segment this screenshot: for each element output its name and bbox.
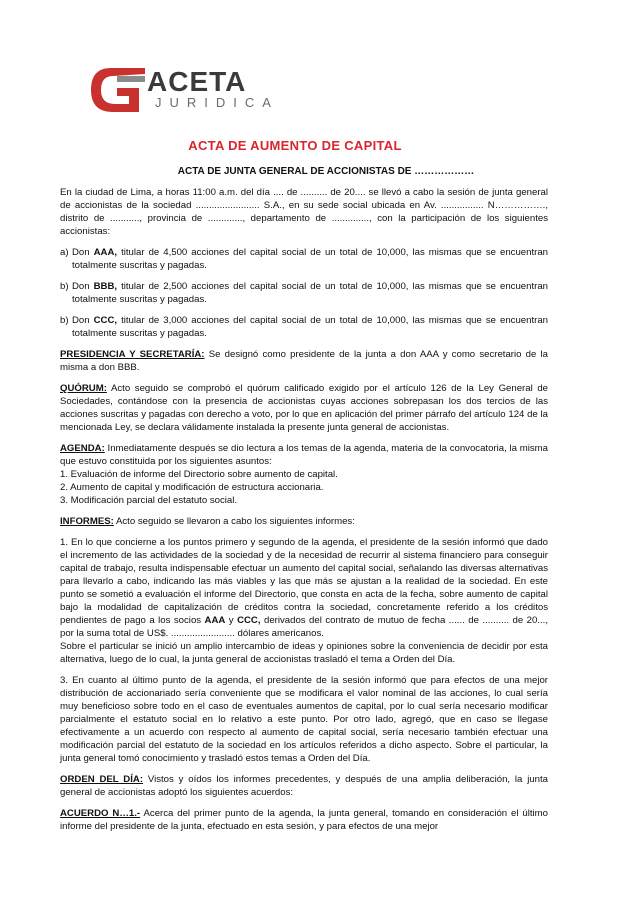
agenda-paragraph: AGENDA: Inmediatamente después se dio lectura a los temas de la agenda, materia de la convocatoria, la misma que estuvo constituida por los siguientes asuntos: — [60, 443, 548, 467]
section-label: ORDEN DEL DÍA: — [60, 774, 144, 785]
shareholder-name: BBB, — [93, 281, 118, 292]
shareholder-item: a) Don AAA, titular de 4,500 acciones del capital social de un total de 10,000, las mismas que se encuentran totalmente suscritas y pagadas. — [60, 247, 548, 271]
shareholder-item: b) Don CCC, titular de 3,000 acciones del capital social de un total de 10,000, las mismas que se encuentran totalmente suscritas y pagadas. — [60, 315, 548, 339]
presidencia-paragraph: PRESIDENCIA Y SECRETARÍA: Se designó como presidente de la junta a don AAA y como secretario de la misma a don BBB. — [60, 349, 548, 373]
section-label: QUÓRUM: — [60, 383, 107, 394]
section-label: INFORMES: — [60, 516, 114, 527]
section-label: AGENDA: — [60, 443, 105, 454]
agenda-item: 1. Evaluación de informe del Directorio sobre aumento de capital. — [60, 469, 338, 480]
section-label: PRESIDENCIA Y SECRETARÍA: — [60, 349, 205, 360]
informe-3-paragraph: 3. En cuanto al último punto de la agenda, el presidente de la sesión informó que para efectos de una mejor distribución de accionariado sería conveniente que se modificara el valor nominal de las acciones, lo cual sería muy beneficioso sobre todo en el caso de eventuales aumentos de capital, por lo cual sería necesario modificar parcialmente el estatuto social en lo relativo a este punto. Por otro lado, agregó, que en caso se llegase efectivamente a un acuerdo con respecto al aumento de capital social, sería necesario también efectuar una modificación parcial del estatuto de la sociedad en los artículos referidos a dicho aspecto. Sobre el particular, la junta general tomó conocimiento y trasladó estos temas a Orden del Día. — [60, 675, 548, 764]
logo — [91, 66, 279, 112]
list-marker: b) — [60, 281, 69, 292]
orden-paragraph: ORDEN DEL DÍA: Vistos y oídos los informes precedentes, y después de una amplia deliberación, la junta general de accionistas adoptó los siguientes acuerdos: — [60, 774, 548, 798]
shareholder-name: CCC, — [93, 315, 118, 326]
document-title: ACTA DE AUMENTO DE CAPITAL — [188, 138, 402, 153]
gaceta-logo-icon — [91, 68, 147, 112]
informes-paragraph: INFORMES: Acto seguido se llevaron a cabo los siguientes informes: — [60, 516, 355, 527]
agenda-item: 3. Modificación parcial del estatuto social. — [60, 495, 238, 506]
document-body — [60, 186, 548, 841]
acuerdo-paragraph: ACUERDO N…1.- Acerca del primer punto de la agenda, la junta general, tomando en consideración el último informe del presidente de la junta, efectuado en esta sesión, y para efectos de una mejor — [60, 808, 548, 832]
shareholder-item: b) Don BBB, titular de 2,500 acciones del capital social de un total de 10,000, las mismas que se encuentran totalmente suscritas y pagadas. — [60, 281, 548, 305]
informe-1-paragraph: 1. En lo que concierne a los puntos primero y segundo de la agenda, el presidente de la sesión informó que dado el incremento de las actividades de la sociedad y de la necesidad de recurrir al sistema financiero para conseguir capital de trabajo, resulta indispensable efectuar un aumento del capital social, señalando las diversas alternativas para llevarlo a cabo, indicando las más viables y las que más se ajustan a la realidad de la sociedad. En este punto se sometió a evaluación el informe del Directorio, que consta en acta de la fecha, sobre aumento de capital bajo la modalidad de capitalización de créditos contra la sociedad, concretamente referido a los créditos pendientes de pago a los socios AAA y CCC, derivados del contrato de mutuo de fecha ...... de .......... de 20..., por la suma total de US$. ........................ dólares americanos. — [60, 537, 548, 639]
list-marker: a) — [60, 247, 69, 258]
shareholder-name: AAA, — [93, 247, 118, 258]
logo-subtitle: JURIDICA — [155, 95, 279, 110]
list-marker: b) — [60, 315, 69, 326]
agenda-item: 2. Aumento de capital y modificación de estructura accionaria. — [60, 482, 324, 493]
section-label: ACUERDO N…1.- — [60, 808, 141, 819]
intro-paragraph: En la ciudad de Lima, a horas 11:00 a.m. del día .... de .......... de 20.... se llevó a cabo la sesión de junta general de accionistas de la sociedad ........................ S.A., en su sede social ubicada en Av. ................ N……………., distrito de ..........., provincia de ............., departamento de .............., con la participación de los siguientes accionistas: — [60, 187, 548, 237]
quorum-paragraph: QUÓRUM: Acto seguido se comprobó el quórum calificado exigido por el artículo 126 de la Ley General de Sociedades, contándose con la presencia de accionistas cuyas acciones sobrepasan los dos tercios de las acciones suscritas y pagadas con derecho a voto, por lo que en aplicación del primer párrafo del artículo 124 de la mencionada Ley, se declara válidamente instalada la presente junta general de accionistas. — [60, 383, 548, 433]
logo-word: ACETA — [147, 66, 247, 97]
informe-1b-paragraph: Sobre el particular se inició un amplio intercambio de ideas y opiniones sobre la conveniencia de decidir por esta alternativa, luego de lo cual, la junta general de accionistas trasladó el tema a Orden del Día. — [60, 641, 548, 665]
document-subtitle: ACTA DE JUNTA GENERAL DE ACCIONISTAS DE ……………… — [177, 166, 475, 177]
